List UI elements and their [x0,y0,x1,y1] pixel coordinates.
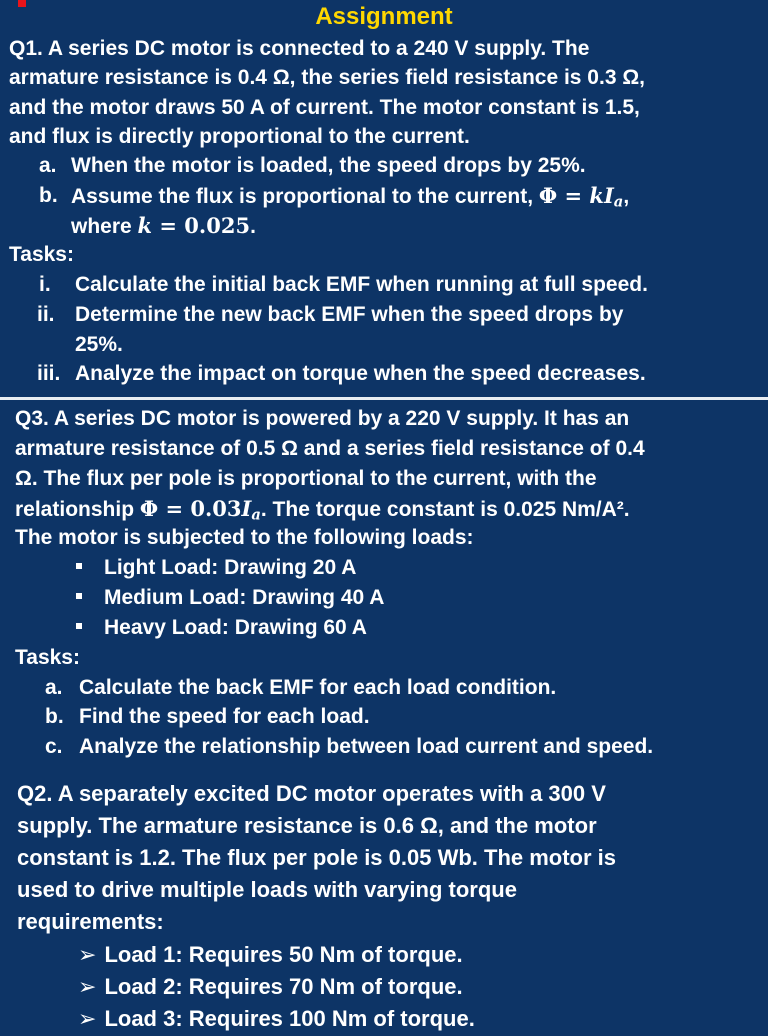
q1-item-a-marker: a. [39,154,57,177]
subscript-a: a [613,193,624,211]
q1-task-ii-cont: 25%. [75,333,123,356]
q1-task-iii: Analyze the impact on torque when the speed decreases. [75,362,646,385]
arrow-bullet-icon: ➢ [78,975,97,1000]
q1-item-b-text: Assume the flux is proportional to the current, [71,185,539,208]
q3-line-3: Ω. The flux per pole is proportional to the current, with the [15,467,597,490]
q3-task-c-marker: c. [45,735,63,758]
q1-task-ii: Determine the new back EMF when the speed drops by [75,303,624,326]
q1-line-2: armature resistance is 0.4 Ω, the series field resistance is 0.3 Ω, [9,66,646,89]
q3-load-heavy [76,615,367,641]
square-bullet-icon [76,593,82,599]
q1-tasks-label: Tasks: [9,243,74,266]
equals-sign: = [557,183,590,208]
q1-item-b-line-2 [71,213,256,240]
subscript-a: a [251,506,261,524]
q2-load-2 [78,971,463,1004]
q3-tasks-label: Tasks: [15,646,80,669]
page-title: Assignment [315,3,453,30]
q3-task-b-marker: b. [45,705,64,728]
divider-line [0,397,768,400]
q3-load-light [76,555,356,581]
square-bullet-icon [76,623,82,629]
q3-load-heavy-text: Heavy Load: Drawing 60 A [104,616,367,639]
q1-item-a: When the motor is loaded, the speed drops by 25%. [71,154,586,177]
q2-line-2: supply. The armature resistance is 0.6 Ω, and the motor [17,813,597,838]
q2-load-3 [78,1003,475,1036]
q3-load-medium [76,585,384,611]
q2-load-1-text: Load 1: Requires 50 Nm of torque. [104,942,463,967]
q3-line-1: Q3. A series DC motor is powered by a 220 V supply. It has an [15,407,630,430]
q1-flux-equation [538,183,624,211]
q3-line-5: The motor is subjected to the following loads: [15,526,474,549]
q3-task-a-marker: a. [45,676,63,699]
q2-line-3: constant is 1.2. The flux per pole is 0.05 Wb. The motor is [17,845,617,870]
q1-task-iii-marker: iii. [37,362,61,385]
k-value: = 0.025 [152,213,251,238]
relationship-text: relationship [15,498,140,521]
square-bullet-icon [76,563,82,569]
phi-symbol: Φ [139,496,159,521]
k-symbol: k [137,213,153,238]
arrow-bullet-icon: ➢ [78,943,97,968]
q3-task-b: Find the speed for each load. [79,705,370,728]
q2-load-3-text: Load 3: Requires 100 Nm of torque. [104,1006,475,1031]
q1-task-i: Calculate the initial back EMF when running at full speed. [75,273,648,296]
q2-load-1 [78,939,463,972]
arrow-bullet-icon: ➢ [78,1007,97,1032]
q1-task-ii-marker: ii. [37,303,55,326]
q3-line-2: armature resistance of 0.5 Ω and a series field resistance of 0.4 [15,437,645,460]
q1-item-b-tail: , [623,185,630,208]
q3-task-a: Calculate the back EMF for each load condition. [79,676,557,699]
phi-symbol: Φ [538,183,558,208]
q1-item-b-marker: b. [39,184,58,207]
q2-line-5: requirements: [17,909,164,934]
where-text: where [71,215,138,238]
q2-load-2-text: Load 2: Requires 70 Nm of torque. [104,974,463,999]
q1-task-i-marker: i. [39,273,51,296]
q1-line-1: Q1. A series DC motor is connected to a 240 V supply. The [9,37,590,60]
i-symbol: I [241,496,252,521]
q1-line-4: and flux is directly proportional to the current. [9,125,470,148]
q2-line-4: used to drive multiple loads with varying torque [17,877,517,902]
k-ia-term: kI [589,183,614,208]
q1-item-b [71,183,629,210]
q3-flux-equation [139,496,261,524]
q3-line-4 [15,496,630,523]
q3-task-c: Analyze the relationship between load current and speed. [79,735,654,758]
q3-load-medium-text: Medium Load: Drawing 40 A [104,586,385,609]
q1-line-3: and the motor draws 50 A of current. The motor constant is 1.5, [9,96,640,119]
flux-coefficient: = 0.03 [158,496,242,521]
torque-constant-text: . The torque constant is 0.025 Nm/A². [260,498,630,521]
q3-load-light-text: Light Load: Drawing 20 A [104,556,357,579]
q2-line-1: Q2. A separately excited DC motor operates with a 300 V [17,781,606,806]
k-value-equation [138,213,251,238]
q1-item-b2-tail: . [250,215,256,238]
